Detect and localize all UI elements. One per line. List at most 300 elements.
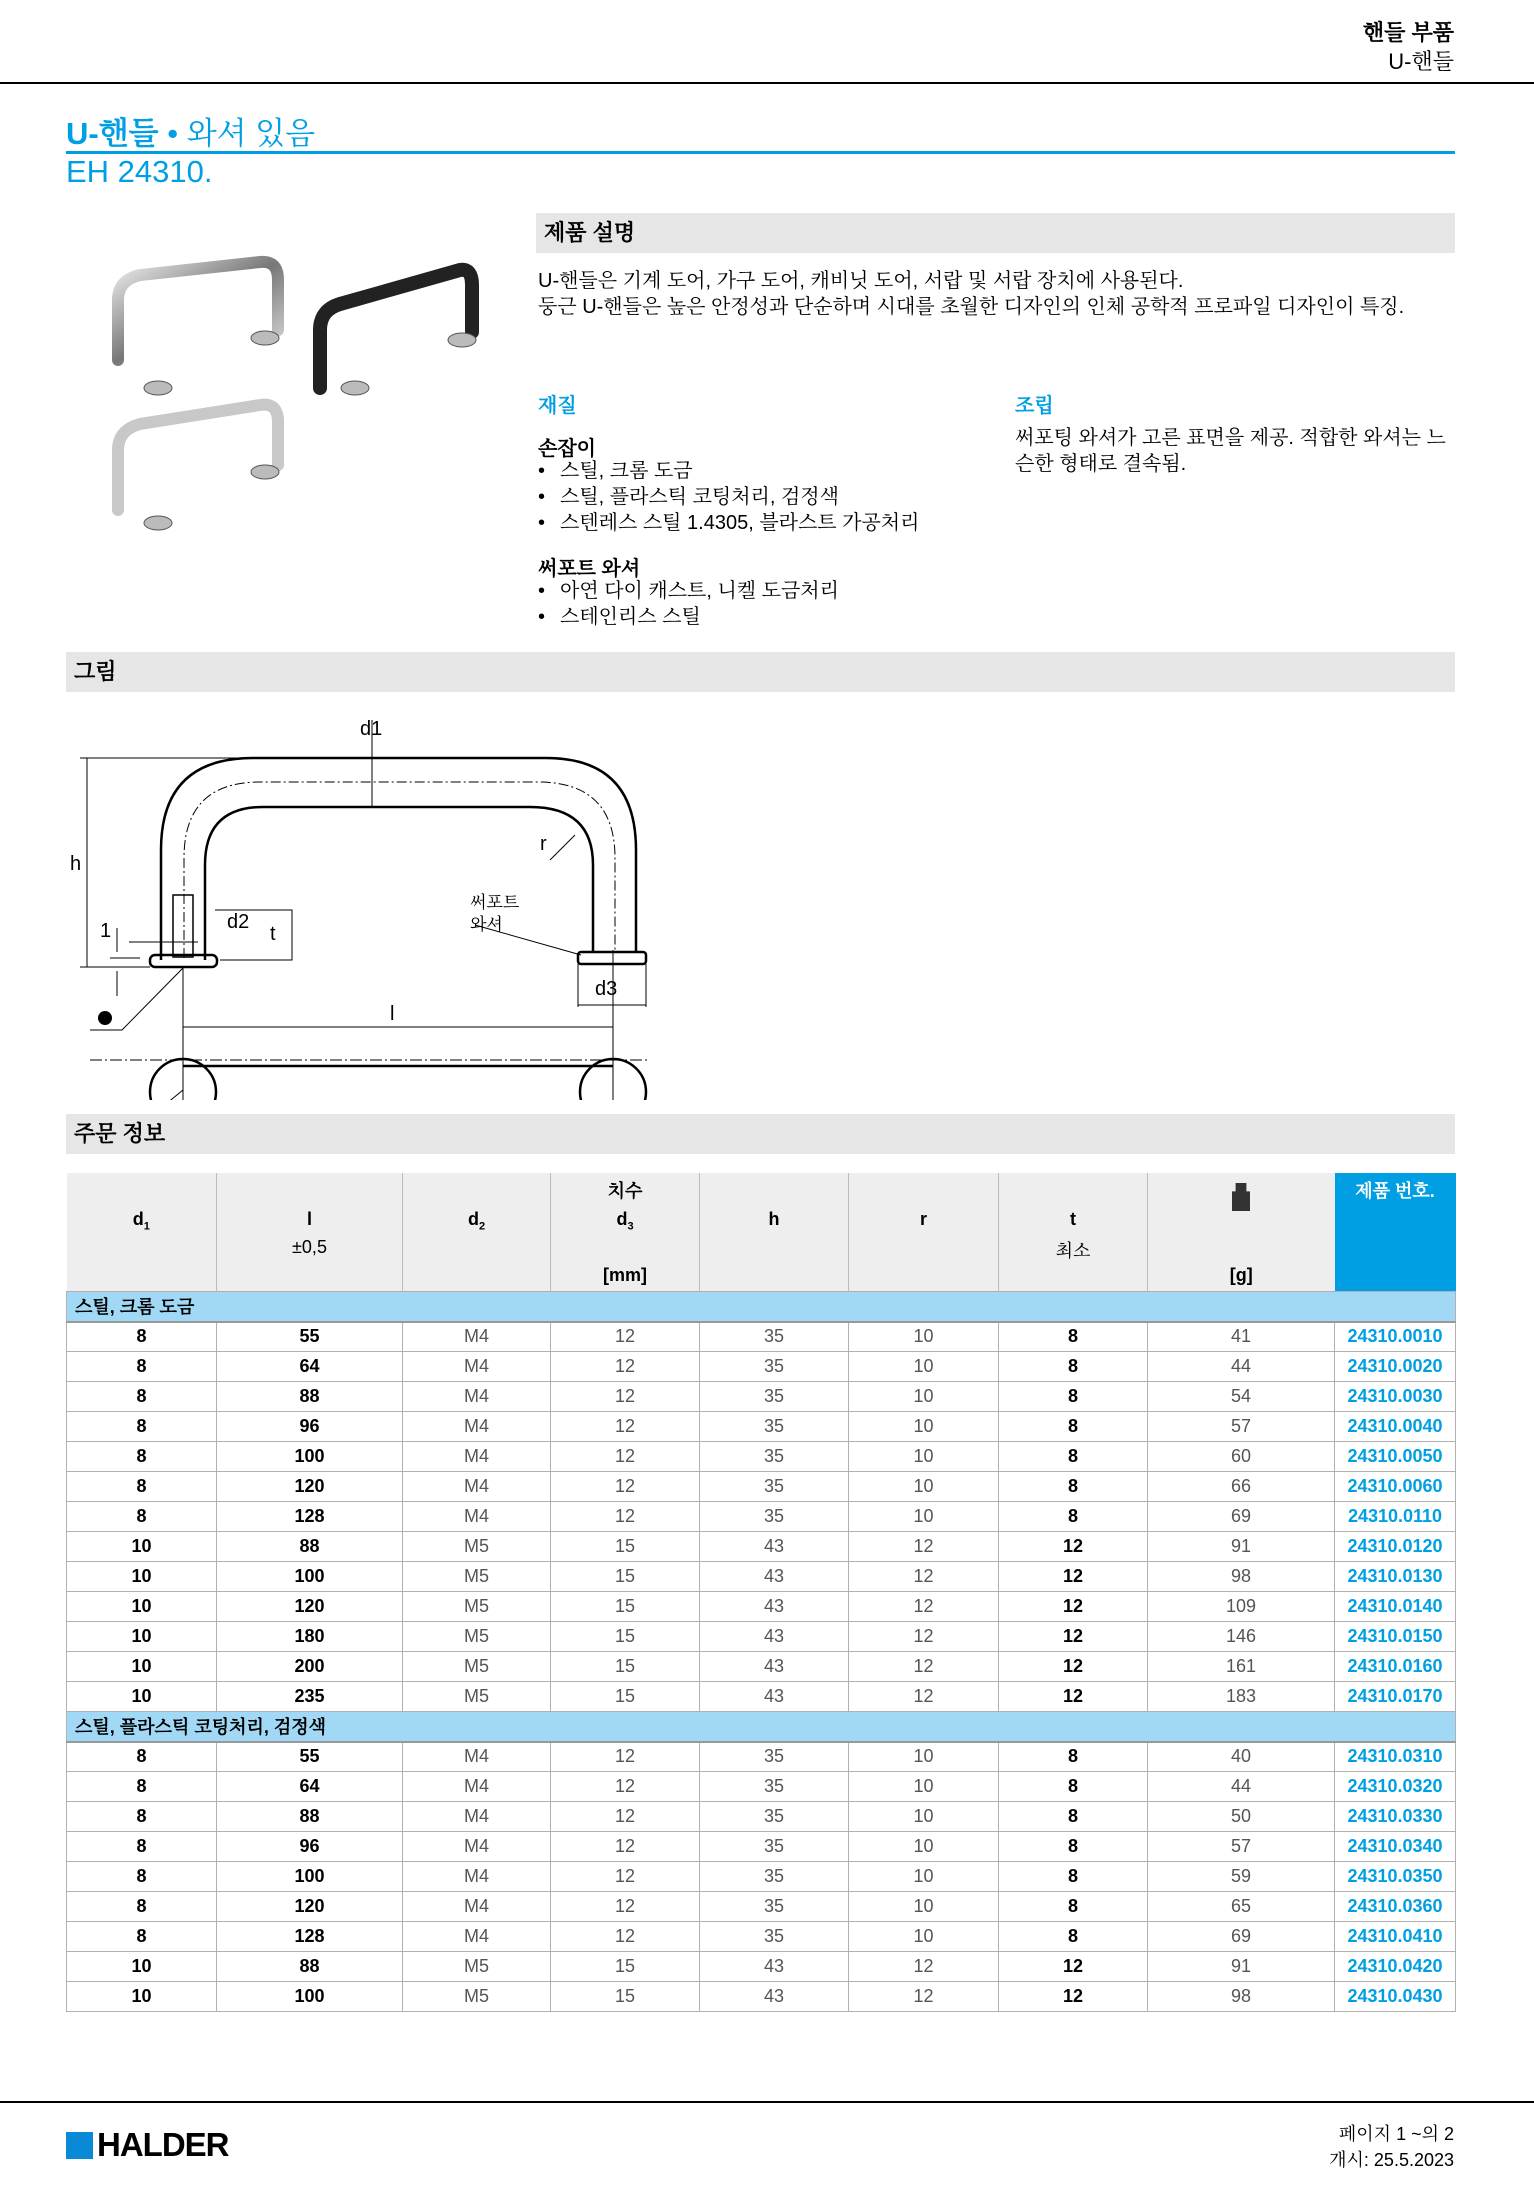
cell-d2: M4 [403, 1502, 551, 1532]
category-label: 스틸, 크롬 도금 [67, 1292, 1456, 1322]
cell-t: 12 [999, 1952, 1148, 1982]
cell-weight: 69 [1148, 1922, 1335, 1952]
label-l: l [390, 1003, 395, 1025]
cell-h: 43 [700, 1622, 849, 1652]
column-symbol: t [1070, 1209, 1076, 1229]
table-row[interactable] [67, 1652, 1456, 1682]
cell-weight: 91 [1148, 1952, 1335, 1982]
cell-d3: 15 [551, 1652, 700, 1682]
title-suffix: 와셔 있음 [186, 116, 316, 151]
cell-d3: 12 [551, 1922, 700, 1952]
cell-weight: 57 [1148, 1832, 1335, 1862]
column-label [999, 1209, 1147, 1233]
cell-part-number[interactable]: 24310.0420 [1335, 1952, 1456, 1982]
cell-t: 12 [999, 1562, 1148, 1592]
cell-d2: M4 [403, 1922, 551, 1952]
table-row[interactable] [67, 1862, 1456, 1892]
cell-part-number[interactable]: 24310.0120 [1335, 1532, 1456, 1562]
label-1: 1 [100, 920, 112, 942]
table-row[interactable] [67, 1532, 1456, 1562]
table-row[interactable] [67, 1772, 1456, 1802]
cell-d1: 10 [67, 1532, 217, 1562]
cell-h: 35 [700, 1862, 849, 1892]
page-number: 페이지 1 ~의 2 [1338, 2124, 1454, 2144]
cell-h: 35 [700, 1442, 849, 1472]
surface-symbol-icon [98, 1011, 112, 1025]
cell-l: 88 [217, 1952, 403, 1982]
cell-d2: M5 [403, 1562, 551, 1592]
cell-r: 10 [849, 1742, 999, 1772]
cell-d1: 8 [67, 1472, 217, 1502]
table-row[interactable] [67, 1952, 1456, 1982]
cell-part-number[interactable]: 24310.0060 [1335, 1472, 1456, 1502]
figure-heading: 그림 [66, 652, 1455, 692]
cell-h: 43 [700, 1532, 849, 1562]
cell-d3: 12 [551, 1412, 700, 1442]
cell-l: 96 [217, 1832, 403, 1862]
title-sep: • [158, 116, 187, 151]
cell-d3: 12 [551, 1502, 700, 1532]
cell-d3: 12 [551, 1892, 700, 1922]
column-header [403, 1173, 551, 1292]
cell-t: 8 [999, 1862, 1148, 1892]
cell-d3: 15 [551, 1682, 700, 1712]
cell-l: 88 [217, 1802, 403, 1832]
cell-l: 180 [217, 1622, 403, 1652]
cell-d3: 12 [551, 1862, 700, 1892]
column-header [217, 1173, 403, 1292]
cell-d3: 12 [551, 1802, 700, 1832]
cell-r: 12 [849, 1952, 999, 1982]
cell-l: 55 [217, 1742, 403, 1772]
cell-h: 35 [700, 1502, 849, 1532]
cell-h: 43 [700, 1952, 849, 1982]
cell-t: 8 [999, 1382, 1148, 1412]
cell-r: 12 [849, 1682, 999, 1712]
cell-l: 88 [217, 1382, 403, 1412]
table-row[interactable] [67, 1622, 1456, 1652]
cell-h: 43 [700, 1592, 849, 1622]
cell-r: 10 [849, 1352, 999, 1382]
cell-d3: 15 [551, 1562, 700, 1592]
cell-h: 35 [700, 1322, 849, 1352]
cell-d1: 8 [67, 1742, 217, 1772]
footer-divider [0, 2101, 1534, 2103]
cell-part-number[interactable]: 24310.0410 [1335, 1922, 1456, 1952]
cell-t: 8 [999, 1922, 1148, 1952]
list-item: • 스틸, 크롬 도금 [538, 458, 919, 484]
cell-weight: 50 [1148, 1802, 1335, 1832]
cell-l: 96 [217, 1412, 403, 1442]
cell-part-number[interactable]: 24310.0360 [1335, 1892, 1456, 1922]
part-number-label: 제품 번호. [1355, 1181, 1435, 1201]
table-row[interactable] [67, 1472, 1456, 1502]
label-h: h [70, 853, 82, 875]
order-table [66, 1173, 1456, 2012]
cell-r: 10 [849, 1472, 999, 1502]
column-symbol: r [919, 1209, 927, 1229]
cell-weight: 60 [1148, 1442, 1335, 1472]
header-category: 핸들 부품 [1362, 20, 1454, 45]
cell-part-number[interactable]: 24310.0310 [1335, 1742, 1456, 1772]
cell-part-number[interactable]: 24310.0130 [1335, 1562, 1456, 1592]
column-subscript: 3 [627, 1220, 634, 1233]
column-header [67, 1173, 217, 1292]
cell-d3: 15 [551, 1982, 700, 2012]
washer-heading: 써포트 와셔 [538, 558, 641, 580]
cell-l: 64 [217, 1352, 403, 1382]
cell-d3: 12 [551, 1772, 700, 1802]
table-header-row [67, 1173, 1456, 1292]
cell-weight: 59 [1148, 1862, 1335, 1892]
cell-d2: M4 [403, 1352, 551, 1382]
cell-h: 35 [700, 1922, 849, 1952]
table-row[interactable] [67, 1982, 1456, 2012]
title-main: U-핸들 [66, 116, 159, 151]
cell-t: 8 [999, 1352, 1148, 1382]
cell-r: 12 [849, 1562, 999, 1592]
cell-d1: 10 [67, 1682, 217, 1712]
column-symbol: d [616, 1209, 628, 1229]
cell-r: 10 [849, 1322, 999, 1352]
cell-d1: 8 [67, 1412, 217, 1442]
cell-r: 10 [849, 1832, 999, 1862]
cell-r: 10 [849, 1772, 999, 1802]
cell-h: 35 [700, 1772, 849, 1802]
cell-t: 12 [999, 1622, 1148, 1652]
cell-t: 8 [999, 1892, 1148, 1922]
table-row[interactable] [67, 1382, 1456, 1412]
cell-d2: M5 [403, 1652, 551, 1682]
product-photos [100, 240, 490, 540]
cell-weight: 44 [1148, 1352, 1335, 1382]
cell-t: 12 [999, 1592, 1148, 1622]
column-label [849, 1209, 998, 1233]
cell-d2: M4 [403, 1382, 551, 1412]
cell-t: 8 [999, 1772, 1148, 1802]
cell-h: 35 [700, 1412, 849, 1442]
table-row[interactable] [67, 1442, 1456, 1472]
cell-weight: 109 [1148, 1592, 1335, 1622]
column-header [700, 1173, 849, 1292]
list-item: • 스테인리스 스틸 [538, 604, 839, 630]
issue-date: 개시: 25.5.2023 [1329, 2150, 1454, 2170]
cell-r: 10 [849, 1802, 999, 1832]
cell-d3: 15 [551, 1952, 700, 1982]
weight-header [1148, 1173, 1335, 1292]
cell-l: 100 [217, 1862, 403, 1892]
cell-l: 88 [217, 1532, 403, 1562]
cell-h: 35 [700, 1892, 849, 1922]
cell-l: 55 [217, 1322, 403, 1352]
column-subscript: 2 [478, 1220, 486, 1233]
cell-d2: M4 [403, 1442, 551, 1472]
cell-r: 10 [849, 1892, 999, 1922]
table-row[interactable] [67, 1802, 1456, 1832]
halder-logo [66, 2126, 229, 2164]
cell-l: 120 [217, 1592, 403, 1622]
page-title [66, 108, 315, 153]
cell-d2: M4 [403, 1472, 551, 1502]
cell-h: 35 [700, 1352, 849, 1382]
table-row[interactable] [67, 1412, 1456, 1442]
cell-d3: 12 [551, 1442, 700, 1472]
cell-d1: 8 [67, 1322, 217, 1352]
cell-d2: M4 [403, 1772, 551, 1802]
cell-part-number[interactable]: 24310.0050 [1335, 1442, 1456, 1472]
description-line: 둥근 U-핸들은 높은 안정성과 단순하며 시대를 초월한 디자인의 인체 공학적 프로파일 디자인이 특징. [538, 296, 1405, 318]
cell-d2: M5 [403, 1952, 551, 1982]
cell-l: 100 [217, 1562, 403, 1592]
label-r: r [540, 833, 547, 855]
cell-h: 35 [700, 1742, 849, 1772]
cell-r: 10 [849, 1442, 999, 1472]
black-handle-image [320, 270, 476, 395]
cell-d1: 10 [67, 1952, 217, 1982]
cell-part-number[interactable]: 24310.0040 [1335, 1412, 1456, 1442]
header-divider [0, 82, 1534, 84]
category-row [67, 1292, 1456, 1322]
cell-part-number[interactable]: 24310.0170 [1335, 1682, 1456, 1712]
cell-d1: 8 [67, 1832, 217, 1862]
cell-d1: 10 [67, 1562, 217, 1592]
cell-l: 120 [217, 1892, 403, 1922]
cell-d1: 8 [67, 1772, 217, 1802]
list-item: • 스텐레스 스틸 1.4305, 블라스트 가공처리 [538, 510, 919, 536]
cell-part-number[interactable]: 24310.0110 [1335, 1502, 1456, 1532]
cell-r: 12 [849, 1622, 999, 1652]
label-t: t [270, 923, 276, 945]
column-symbol: d [467, 1209, 479, 1229]
cell-h: 43 [700, 1982, 849, 2012]
cell-d2: M5 [403, 1622, 551, 1652]
column-symbol: l [306, 1209, 312, 1229]
column-label [67, 1209, 217, 1233]
cell-weight: 91 [1148, 1532, 1335, 1562]
cell-t: 8 [999, 1412, 1148, 1442]
label-d3: d3 [595, 978, 618, 1000]
cell-d1: 8 [67, 1922, 217, 1952]
cell-d1: 8 [67, 1502, 217, 1532]
cell-t: 8 [999, 1742, 1148, 1772]
cell-l: 200 [217, 1652, 403, 1682]
table-row[interactable] [67, 1832, 1456, 1862]
cell-d2: M4 [403, 1862, 551, 1892]
cell-part-number[interactable]: 24310.0430 [1335, 1982, 1456, 2012]
column-note: ±0,5 [292, 1237, 327, 1257]
cell-d2: M4 [403, 1322, 551, 1352]
cell-h: 43 [700, 1682, 849, 1712]
category-row [67, 1712, 1456, 1742]
column-subscript: 1 [143, 1220, 150, 1233]
column-label [551, 1209, 699, 1233]
cell-part-number[interactable]: 24310.0340 [1335, 1832, 1456, 1862]
cell-part-number[interactable]: 24310.0010 [1335, 1322, 1456, 1352]
washer-material-list [538, 578, 839, 630]
cell-weight: 44 [1148, 1772, 1335, 1802]
column-label [217, 1209, 402, 1233]
cell-part-number[interactable]: 24310.0030 [1335, 1382, 1456, 1412]
table-row[interactable] [67, 1562, 1456, 1592]
assembly-text: 써포팅 와셔가 고른 표면을 제공. 적합한 와셔는 느슨한 형태로 결속됨. [1015, 427, 1446, 475]
cell-weight: 66 [1148, 1472, 1335, 1502]
title-divider [66, 151, 1455, 154]
cell-r: 12 [849, 1982, 999, 2012]
table-row[interactable] [67, 1742, 1456, 1772]
cell-t: 12 [999, 1982, 1148, 2012]
column-symbol: d [132, 1209, 144, 1229]
cell-t: 8 [999, 1502, 1148, 1532]
cell-h: 35 [700, 1832, 849, 1862]
header-subcategory: U-핸들 [1388, 49, 1454, 74]
column-symbol: h [768, 1209, 780, 1229]
order-heading: 주문 정보 [66, 1114, 1455, 1154]
cell-d1: 8 [67, 1892, 217, 1922]
column-label [403, 1209, 550, 1233]
cell-r: 10 [849, 1382, 999, 1412]
stainless-handle-image [118, 405, 279, 530]
cell-t: 12 [999, 1652, 1148, 1682]
column-header [999, 1173, 1148, 1292]
cell-part-number[interactable]: 24310.0320 [1335, 1772, 1456, 1802]
cell-d1: 10 [67, 1592, 217, 1622]
cell-l: 128 [217, 1922, 403, 1952]
description-text [538, 268, 1453, 320]
cell-d1: 8 [67, 1352, 217, 1382]
cell-l: 100 [217, 1442, 403, 1472]
cell-r: 12 [849, 1532, 999, 1562]
column-header [849, 1173, 999, 1292]
cell-part-number[interactable]: 24310.0330 [1335, 1802, 1456, 1832]
cell-r: 10 [849, 1862, 999, 1892]
cell-part-number[interactable]: 24310.0350 [1335, 1862, 1456, 1892]
cell-part-number[interactable]: 24310.0150 [1335, 1622, 1456, 1652]
cell-d1: 10 [67, 1982, 217, 2012]
cell-part-number[interactable]: 24310.0140 [1335, 1592, 1456, 1622]
cell-h: 43 [700, 1562, 849, 1592]
dimension-group-label: 치수 [607, 1181, 643, 1201]
cell-d3: 15 [551, 1532, 700, 1562]
cell-d2: M5 [403, 1682, 551, 1712]
cell-d3: 12 [551, 1382, 700, 1412]
cell-d2: M4 [403, 1742, 551, 1772]
cell-r: 10 [849, 1502, 999, 1532]
cell-d3: 12 [551, 1742, 700, 1772]
product-code: EH 24310. [66, 154, 213, 189]
grip-material-list [538, 458, 919, 536]
table-row[interactable] [67, 1592, 1456, 1622]
cell-r: 12 [849, 1592, 999, 1622]
cell-r: 10 [849, 1412, 999, 1442]
grip-heading: 손잡이 [538, 438, 596, 460]
table-row[interactable] [67, 1922, 1456, 1952]
cell-d2: M5 [403, 1982, 551, 2012]
cell-t: 12 [999, 1532, 1148, 1562]
cell-weight: 183 [1148, 1682, 1335, 1712]
cell-d2: M4 [403, 1892, 551, 1922]
cell-d3: 12 [551, 1832, 700, 1862]
cell-d2: M4 [403, 1802, 551, 1832]
cell-d2: M4 [403, 1832, 551, 1862]
technical-drawing [60, 700, 660, 1100]
assembly-heading: 조립 [1015, 395, 1054, 417]
cell-d1: 10 [67, 1622, 217, 1652]
list-item: • 스틸, 플라스틱 코팅처리, 검정색 [538, 484, 919, 510]
cell-t: 12 [999, 1682, 1148, 1712]
category-label: 스틸, 플라스틱 코팅처리, 검정색 [67, 1712, 1456, 1742]
cell-d3: 15 [551, 1622, 700, 1652]
material-heading: 재질 [538, 395, 577, 417]
label-washer-2: 와셔 [470, 915, 503, 934]
logo-text: HALDER [97, 2126, 229, 2163]
label-washer-1: 써포트 [470, 893, 520, 912]
cell-weight: 65 [1148, 1892, 1335, 1922]
cell-t: 8 [999, 1442, 1148, 1472]
cell-t: 8 [999, 1802, 1148, 1832]
column-label [700, 1209, 848, 1233]
cell-t: 8 [999, 1472, 1148, 1502]
cell-weight: 54 [1148, 1382, 1335, 1412]
cell-l: 235 [217, 1682, 403, 1712]
cell-weight: 98 [1148, 1982, 1335, 2012]
description-heading: 제품 설명 [536, 213, 1455, 253]
table-row[interactable] [67, 1682, 1456, 1712]
chrome-handle-image [118, 262, 279, 395]
cell-l: 128 [217, 1502, 403, 1532]
cell-d3: 15 [551, 1592, 700, 1622]
cell-d1: 8 [67, 1382, 217, 1412]
column-note: 최소 [1055, 1241, 1091, 1261]
cell-weight: 40 [1148, 1742, 1335, 1772]
cell-r: 10 [849, 1922, 999, 1952]
cell-d1: 8 [67, 1802, 217, 1832]
cell-weight: 57 [1148, 1412, 1335, 1442]
cell-d1: 8 [67, 1862, 217, 1892]
cell-l: 100 [217, 1982, 403, 2012]
table-row[interactable] [67, 1352, 1456, 1382]
label-d2: d2 [227, 911, 250, 933]
cell-h: 43 [700, 1652, 849, 1682]
cell-h: 35 [700, 1472, 849, 1502]
cell-weight: 69 [1148, 1502, 1335, 1532]
cell-d3: 12 [551, 1352, 700, 1382]
cell-d1: 8 [67, 1442, 217, 1472]
description-line: U-핸들은 기계 도어, 가구 도어, 캐비닛 도어, 서랍 및 서랍 장치에 사용된다. [538, 270, 1184, 292]
cell-weight: 41 [1148, 1322, 1335, 1352]
cell-part-number[interactable]: 24310.0020 [1335, 1352, 1456, 1382]
part-number-header [1335, 1173, 1456, 1292]
cell-d3: 12 [551, 1472, 700, 1502]
cell-h: 35 [700, 1382, 849, 1412]
unit-g: [g] [1229, 1265, 1253, 1285]
cell-d2: M4 [403, 1412, 551, 1442]
cell-d1: 10 [67, 1652, 217, 1682]
unit-mm: [mm] [603, 1265, 647, 1285]
table-row[interactable] [67, 1502, 1456, 1532]
cell-part-number[interactable]: 24310.0160 [1335, 1652, 1456, 1682]
cell-t: 8 [999, 1322, 1148, 1352]
cell-r: 12 [849, 1652, 999, 1682]
weight-icon [1232, 1183, 1250, 1211]
cell-d2: M5 [403, 1592, 551, 1622]
cell-t: 8 [999, 1832, 1148, 1862]
logo-mark-icon [66, 2132, 93, 2159]
table-row[interactable] [67, 1892, 1456, 1922]
cell-weight: 98 [1148, 1562, 1335, 1592]
table-row[interactable] [67, 1322, 1456, 1352]
list-item: • 아연 다이 캐스트, 니켈 도금처리 [538, 578, 839, 604]
cell-weight: 161 [1148, 1652, 1335, 1682]
